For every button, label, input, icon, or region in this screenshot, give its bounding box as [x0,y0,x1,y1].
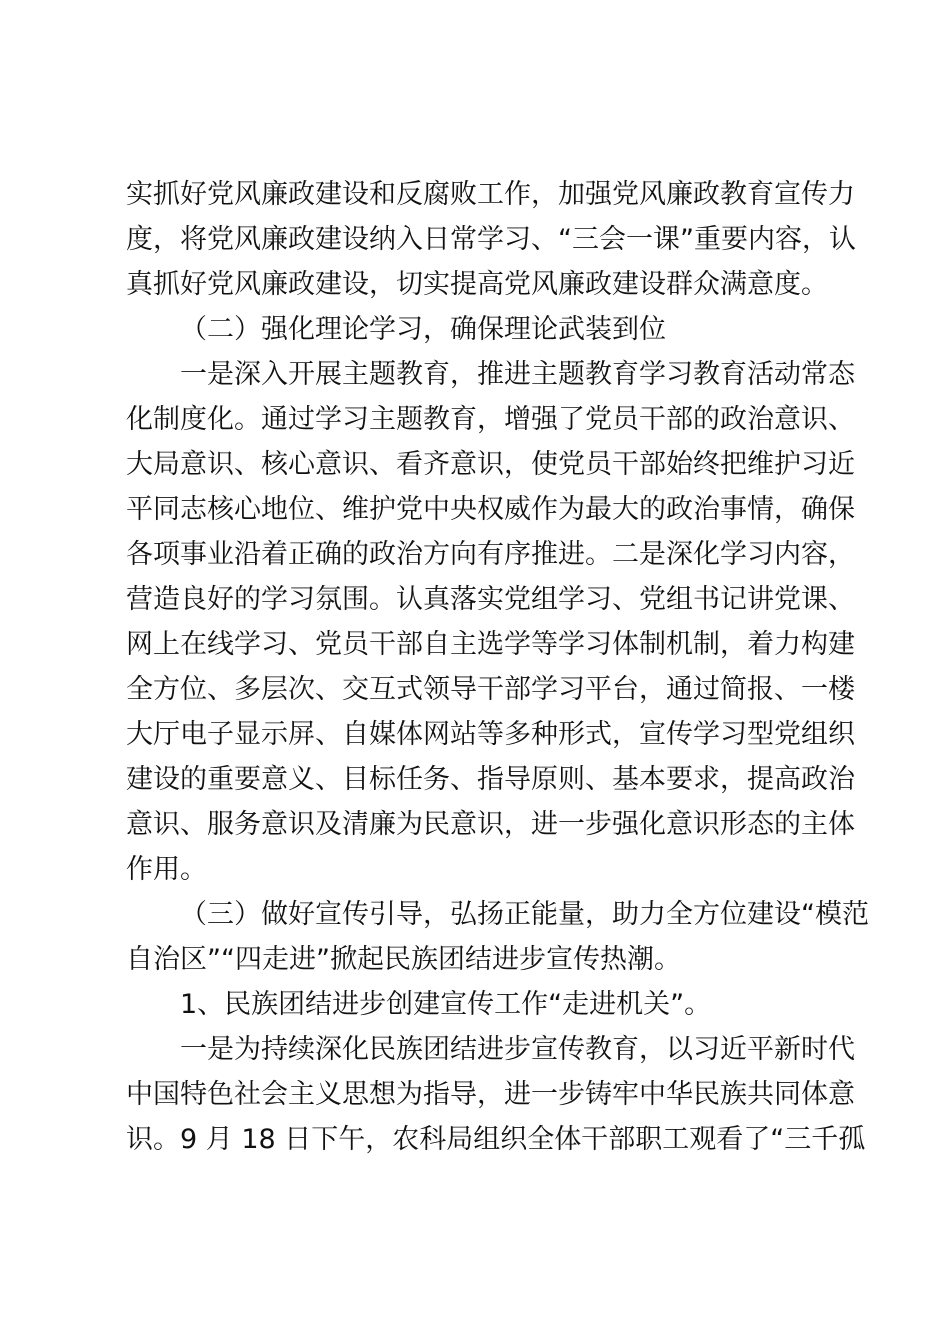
section-heading: 自治区”“四走进”掀起民族团结进步宣传热潮。 [126,944,681,975]
paragraph-line: 各项事业沿着正确的政治方向有序推进。二是深化学习内容， [126,539,855,570]
paragraph-line: 一是深入开展主题教育，推进主题教育学习教育活动常态 [180,359,855,390]
document-body [126,172,869,1162]
section-heading: （二）强化理论学习，确保理论武装到位 [180,314,666,345]
paragraph-line: 全方位、多层次、交互式领导干部学习平台，通过简报、一楼 [126,674,855,705]
section-heading: （三）做好宣传引导，弘扬正能量，助力全方位建设“模范 [180,899,869,930]
paragraph-line: 营造良好的学习氛围。认真落实党组学习、党组书记讲党课、 [126,584,855,615]
subsection-heading: 1、民族团结进步创建宣传工作“走进机关”。 [180,989,712,1020]
paragraph-line: 作用。 [126,854,207,885]
paragraph-line: 建设的重要意义、目标任务、指导原则、基本要求，提高政治 [126,764,855,795]
paragraph-line: 意识、服务意识及清廉为民意识，进一步强化意识形态的主体 [126,809,855,840]
paragraph-line: 平同志核心地位、维护党中央权威作为最大的政治事情，确保 [126,494,855,525]
paragraph-line: 度，将党风廉政建设纳入日常学习、“三会一课”重要内容，认 [126,224,856,255]
paragraph-line: 识。9 月 18 日下午，农科局组织全体干部职工观看了“三千孤 [126,1124,866,1155]
paragraph-line: 一是为持续深化民族团结进步宣传教育，以习近平新时代 [180,1034,855,1065]
paragraph-line: 大厅电子显示屏、自媒体网站等多种形式，宣传学习型党组织 [126,719,855,750]
paragraph-line: 化制度化。通过学习主题教育，增强了党员干部的政治意识、 [126,404,855,435]
paragraph-line: 大局意识、核心意识、看齐意识，使党员干部始终把维护习近 [126,449,855,480]
paragraph-line: 真抓好党风廉政建设，切实提高党风廉政建设群众满意度。 [126,269,828,300]
paragraph-line: 实抓好党风廉政建设和反腐败工作，加强党风廉政教育宣传力 [126,179,855,210]
paragraph-line: 中国特色社会主义思想为指导，进一步铸牢中华民族共同体意 [126,1079,855,1110]
paragraph-line: 网上在线学习、党员干部自主选学等学习体制机制，着力构建 [126,629,855,660]
